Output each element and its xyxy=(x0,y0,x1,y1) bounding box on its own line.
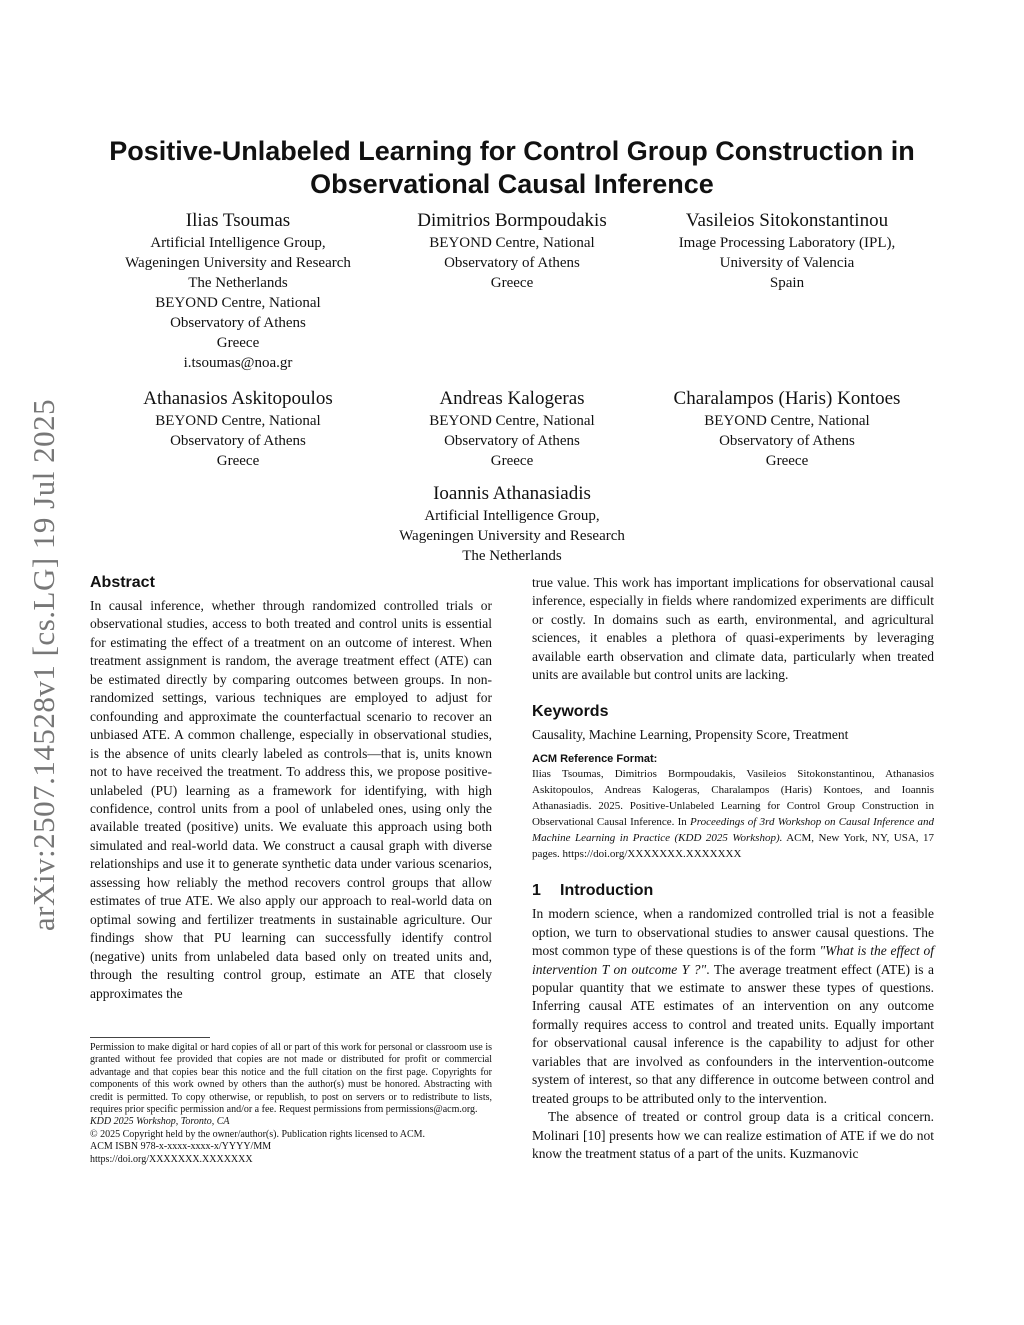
author-affiliation: BEYOND Centre, National xyxy=(155,413,321,429)
author-affiliation: Wageningen University and Research xyxy=(399,528,625,544)
author-affiliation: BEYOND Centre, National xyxy=(704,413,870,429)
intro-paragraph: The absence of treated or control group data is a critical concern. Molinari [10] presents how we can realize estimation of ATE if we do not know the treatment status of a part of the units. Kuzmanovic xyxy=(532,1109,934,1162)
author-affiliation: BEYOND Centre, National xyxy=(155,295,321,311)
author-block xyxy=(88,209,388,373)
intro-heading: 1 Introduction xyxy=(532,882,654,900)
paper-title: Positive-Unlabeled Learning for Control Group Construction in Observational Causal Inference xyxy=(109,136,915,199)
author-name: Athanasios Askitopoulos xyxy=(143,388,333,409)
author-affiliation: Observatory of Athens xyxy=(719,433,855,449)
author-name: Ilias Tsoumas xyxy=(185,210,291,231)
author-block xyxy=(362,387,662,471)
permission-notice: Permission to make digital or hard copies of all or part of this work for personal or classroom use is granted without fee provided that copies are not made or distributed for profit or commercial advantage and that copies bear this notice and the full citation on the first page. Copyrights for components of this work owned by others than the author(s) must be honored. Abstracting with credit is permitted. To copy otherwise, or republish, to post on servers or to redistribute to lists, requires prior specific permission and/or a fee. Request permissions from permissions@acm.org. xyxy=(90,1042,492,1116)
abstract-heading: Abstract xyxy=(90,574,155,591)
acm-ref-text: Ilias Tsoumas, Dimitrios Bormpoudakis, Vasileios Sitokonstantinou, Athanasios Askitopoulos, Andreas Kalogeras, Charalampos (Haris) Kontoes, and Ioannis Athanasiadis. 2025. Positive-Unlabeled Learning for Control Group Construction in Observational Causal Inference. In Proceedings of 3rd Workshop on Causal Inference and Machine Learning in Practice (KDD 2025 Workshop). ACM, New York, NY, USA, 17 pages. https://doi.org/XXXXXXX.XXXXXXX xyxy=(532,768,934,861)
abstract-text: In causal inference, whether through randomized controlled trials or observational studies, access to both treated and control units is essential for estimating the effect of a treatment on an outcome of interest. When treatment assignment is random, the average treatment effect (ATE) can be estimated directly by comparing outcomes between groups. In non-randomized settings, various techniques are employed to adjust for confounding and approximate the counterfactual scenario to recover an unbiased ATE. A common challenge, especially in observational studies, is the absence of units clearly labeled as controls—that is, units known not to have received the treatment. To address this, we propose positive-unlabeled (PU) learning as a framework for identifying, with high confidence, control units from a pool of unlabeled ones, using only the available treated (positive) units. We evaluate this approach using both simulated and real-world data. We construct a causal graph with diverse relationships and use it to generate synthetic data under various scenarios, assessing how reliably the method recovers control groups that allow estimates of true ATE. We also apply our approach to real-world data on optimal sowing and fertilizer treatments in sustainable agriculture. Our findings show that PU learning can successfully identify control (negative) units from unlabeled data based only on treated units and, through the resulting control group, estimate an ATE that closely approximates the xyxy=(90,598,492,1001)
author-affiliation: Greece xyxy=(216,453,260,469)
author-affiliation: University of Valencia xyxy=(719,255,855,271)
author-block xyxy=(637,209,937,293)
author-block xyxy=(637,387,937,471)
author-affiliation: Observatory of Athens xyxy=(444,433,580,449)
left-column xyxy=(90,573,492,1003)
right-column xyxy=(532,574,934,1164)
author-affiliation: Greece xyxy=(765,453,809,469)
author-name: Dimitrios Bormpoudakis xyxy=(417,210,607,231)
author-affiliation: Greece xyxy=(490,453,534,469)
author-affiliation: The Netherlands xyxy=(188,275,288,291)
author-affiliation: Greece xyxy=(490,275,534,291)
author-block xyxy=(362,209,662,293)
author-name: Andreas Kalogeras xyxy=(439,388,585,409)
arxiv-stamp: arXiv:2507.14528v1 [cs.LG] 19 Jul 2025 xyxy=(26,398,61,932)
author-block xyxy=(362,482,662,566)
author-block xyxy=(88,387,388,471)
author-affiliation: Image Processing Laboratory (IPL), xyxy=(678,235,896,251)
abstract-continuation: true value. This work has important implications for observational causal inference, especially in fields where randomized experiments are difficult or costly. In domains such as earth, environmental, and agricultural sciences, it enables a plethora of quasi-experiments by leveraging available earth observation and climate data, particularly when treated units are available but control units are lacking. xyxy=(532,575,934,683)
author-affiliation: Observatory of Athens xyxy=(170,315,306,331)
author-affiliation: Observatory of Athens xyxy=(170,433,306,449)
copyright: © 2025 Copyright held by the owner/author(s). Publication rights licensed to ACM. xyxy=(90,1128,426,1140)
doi-link[interactable]: https://doi.org/XXXXXXX.XXXXXXX xyxy=(90,1153,253,1165)
author-name: Vasileios Sitokonstantinou xyxy=(685,210,889,231)
isbn: ACM ISBN 978-x-xxxx-xxxx-x/YYYY/MM xyxy=(90,1141,272,1153)
author-name: Ioannis Athanasiadis xyxy=(433,483,591,504)
author-affiliation: The Netherlands xyxy=(462,548,562,564)
author-affiliation: Wageningen University and Research xyxy=(125,255,351,271)
footnote-rule xyxy=(90,1037,210,1038)
intro-paragraph: In modern science, when a randomized controlled trial is not a feasible option, we turn to observational studies to answer causal questions. The most common type of these questions is of the form "What is the effect of intervention T on outcome Y ?". The average treatment effect (ATE) is a popular quantity that we estimate to answer these types of questions. Inferring causal ATE estimates of an intervention on any outcome formally requires access to control and treated units. Equally important for observational causal inference is the capability to adjust for other variables that are involved as confounders in the intervention-outcome system of interest, so that any difference in outcome between control and treated groups to be attributed only to the intervention. xyxy=(532,906,934,1106)
author-affiliation: Artificial Intelligence Group, xyxy=(150,235,326,251)
author-affiliation: Observatory of Athens xyxy=(444,255,580,271)
keywords-heading: Keywords xyxy=(532,702,609,720)
author-affiliation: BEYOND Centre, National xyxy=(429,235,595,251)
author-affiliation: Greece xyxy=(216,335,260,351)
keywords-text: Causality, Machine Learning, Propensity Score, Treatment xyxy=(532,726,849,742)
acm-ref-heading: ACM Reference Format: xyxy=(532,753,658,766)
venue: KDD 2025 Workshop, Toronto, CA xyxy=(90,1116,230,1128)
author-name: Charalampos (Haris) Kontoes xyxy=(673,388,901,409)
author-affiliation: Artificial Intelligence Group, xyxy=(424,508,600,524)
author-affiliation: BEYOND Centre, National xyxy=(429,413,595,429)
footnote xyxy=(90,1037,492,1166)
author-affiliation: Spain xyxy=(769,275,805,291)
author-email[interactable]: i.tsoumas@noa.gr xyxy=(183,355,293,371)
